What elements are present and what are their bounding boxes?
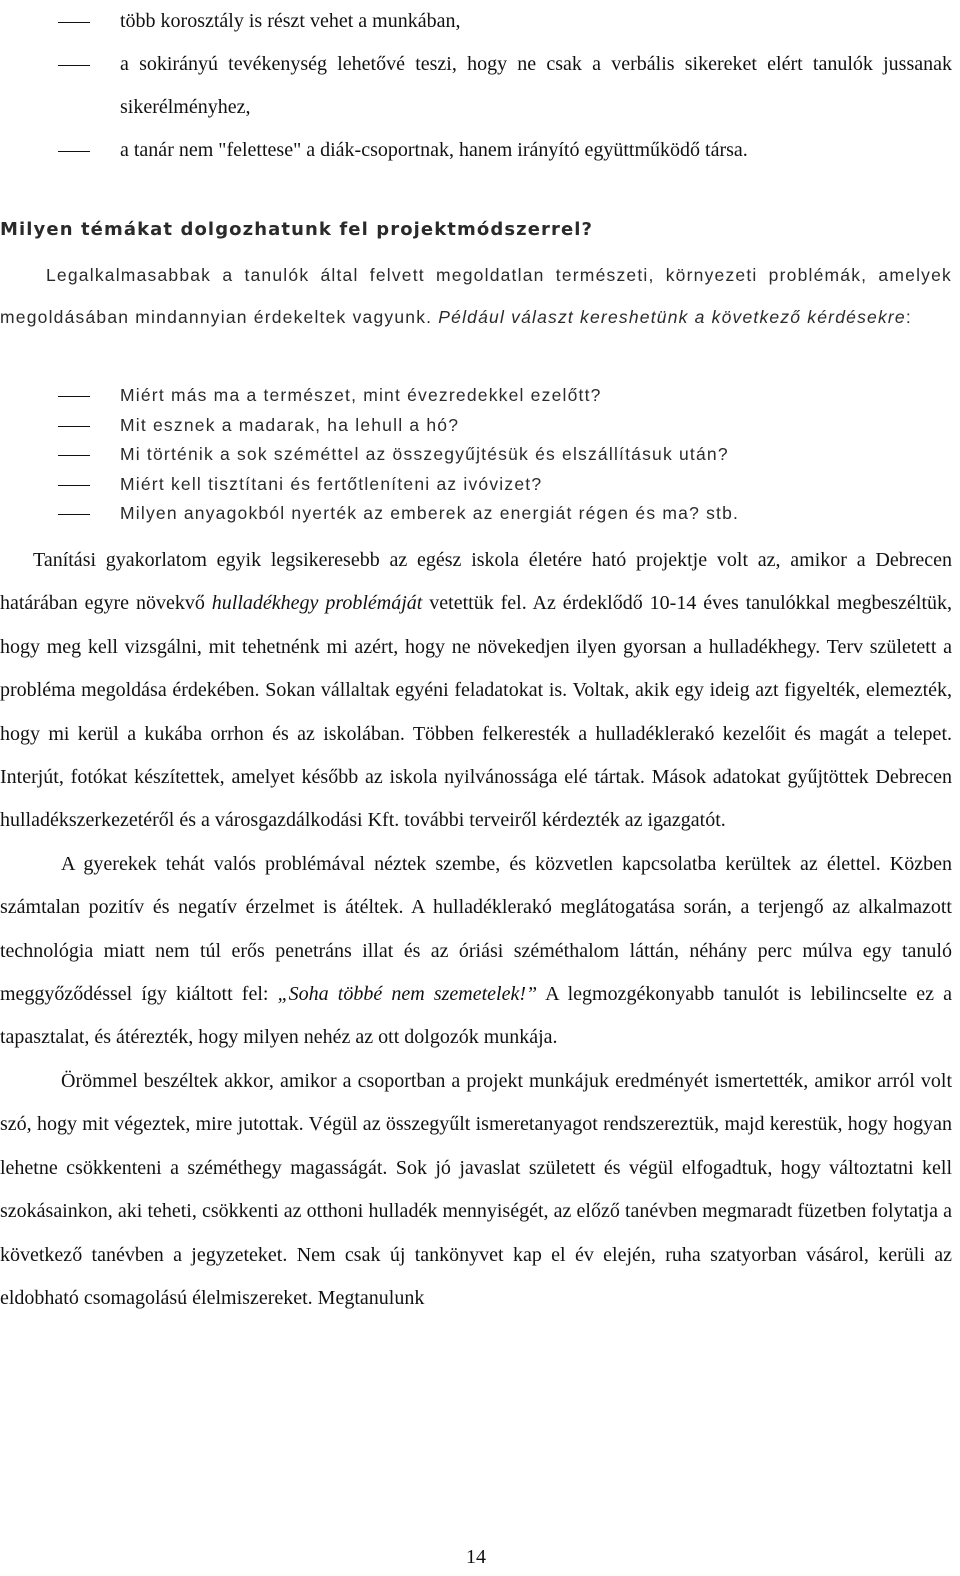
questions-list bbox=[0, 381, 952, 529]
section-heading: Milyen témákat dolgozhatunk fel projektmódszerrel? bbox=[0, 219, 594, 240]
emphasis: hulladékhegy problémáját bbox=[211, 592, 423, 615]
paragraph: Tanítási gyakorlatom egyik legsikeresebb az egész iskola életére ható projektje volt az, amikor a Debrecen határában egyre növekvő hulladékhegy problémáját vetettük fel. Az érdeklődő 10-14 éves tanulókkal megbeszéltük, hogy meg kell vizsgálni, mit tehetnénk mi azért, hogy ne növekedjen ilyen gyorsan a hulladékhegy. Terv született a probléma megoldása érdekében. Sokan vállaltak egyéni feladatokat is. Voltak, akik egy ideig azt figyelték, elemezték, hogy mi kerül a kukába orrhon és az iskolában. Többen felkeresték a hulladéklerakó kezelőit és magát a telepet. Interjút, fotókat készítettek, amelyet később az iskola nyilvánossága elé tártak. Mások adatokat gyűjtöttek Debrecen hulladékszerkezetéről és a városgazdálkodási Kft. további terveiről kérdezték az igazgatót. bbox=[0, 549, 953, 832]
paragraph: Örömmel beszéltek akkor, amikor a csoportban a projekt munkájuk eredményét ismertették, amikor arról volt szó, hogy mit végeztek, mire jutottak. Végül az összegyűlt ismeretanyagot rendszereztük, majd kerestük, hogy hogyan lehetne csökkenteni a széméthegy magasságát. Sok jó javaslat született és végül elfogadtuk, hogy változtatni kell szokásainkon, aki teheti, csökkenti az otthoni hulladék mennyiségét, az előző tanévben megmaradt füzetben folytatja a következő tanévben a jegyzeteket. Nem csak új tankönyvet kap el év elején, ruha szatyorban vásárol, kerüli az eldobható csomagolású élelmiszereket. Megtanulunk bbox=[0, 1069, 952, 1309]
list-item: Miért más ma a természet, mint évezredekkel ezelőtt? bbox=[0, 381, 952, 411]
list-item: Mi történik a sok széméttel az összegyűjtésük és elszállításuk után? bbox=[0, 440, 952, 470]
intro-italic: Például választ kereshetünk a következő kérdésekre bbox=[438, 307, 906, 327]
list-item: Miért kell tisztítani és fertőtleníteni az ivóvizet? bbox=[0, 470, 952, 500]
intro-paragraph: Legalkalmasabbak a tanulók által felvett megoldatlan természeti, környezeti problémák, amelyek megoldásában mindannyian érdekeltek vagyunk. Például választ kereshetünk a következő kérdésekre: bbox=[0, 265, 952, 327]
page-number: 14 bbox=[466, 1546, 486, 1568]
list-item: több korosztály is részt vehet a munkában, bbox=[0, 0, 952, 43]
list-item: Milyen anyagokból nyerték az emberek az energiát régen és ma? stb. bbox=[0, 499, 952, 529]
quote: „Soha többé nem szemetelek!” bbox=[277, 983, 538, 1006]
list-item: a sokirányú tevékenység lehetővé teszi, hogy ne csak a verbális sikereket elért tanulók jussanak sikerélményhez, bbox=[0, 43, 952, 129]
list-item: a tanár nem "felettese" a diák-csoportnak, hanem irányító együttműködő társa. bbox=[0, 129, 952, 172]
body-text bbox=[0, 539, 952, 1320]
paragraph: A gyerekek tehát valós problémával néztek szembe, és közvetlen kapcsolatba kerültek az élettel. Közben számtalan pozitív és negatív érzelmet is átéltek. A hulladéklerakó meglátogatása során, a terjengő az alkalmazott technológia miatt nem túl erős penetráns illat és az óriási széméthalom láttán, néhány perc múlva egy tanuló meggyőződéssel így kiáltott fel: „Soha többé nem szemetelek!” A legmozgékonyabb tanulót is lebilincselte ez a tapasztalat, és átérezték, hogy milyen nehéz az ott dolgozók munkája. bbox=[0, 852, 952, 1049]
list-item: Mit esznek a madarak, ha lehull a hó? bbox=[0, 411, 952, 441]
advantages-list bbox=[0, 0, 952, 172]
